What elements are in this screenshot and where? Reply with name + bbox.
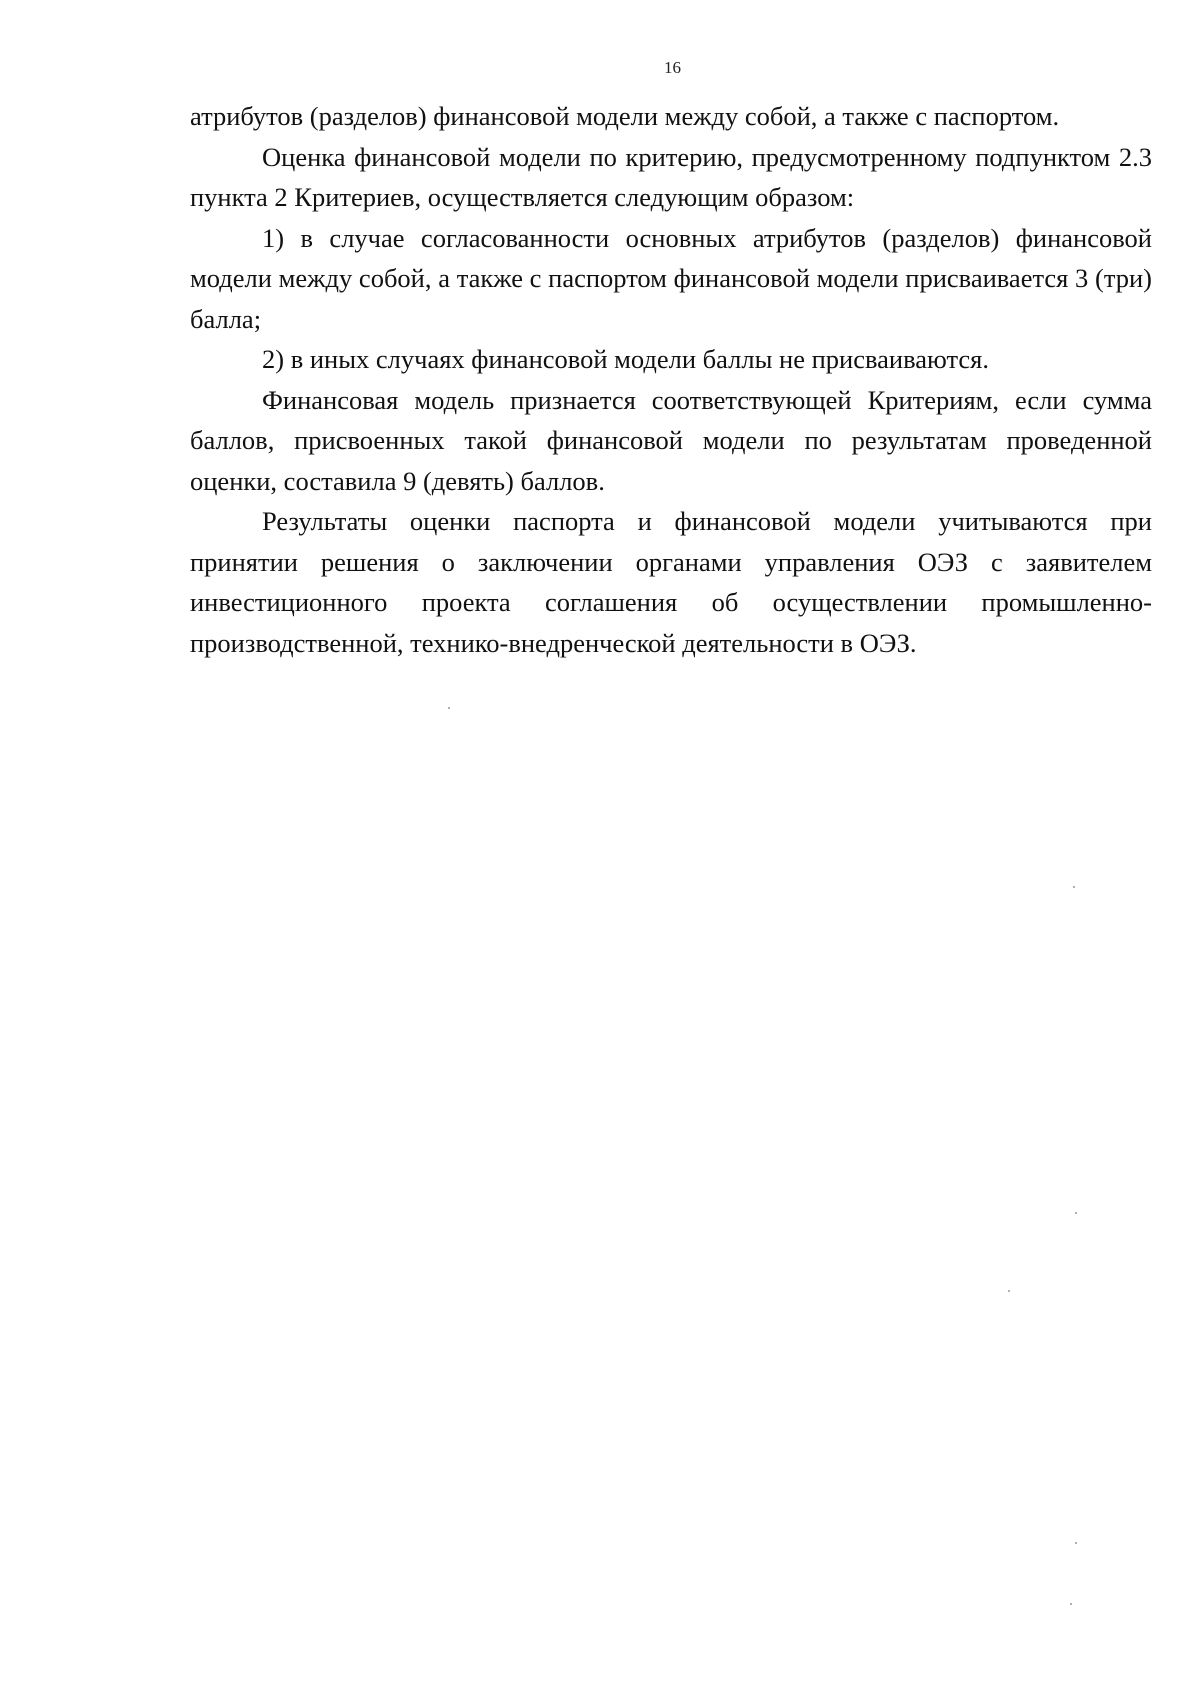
paragraph-2: Оценка финансовой модели по критерию, предусмотренному подпунктом 2.3 пункта 2 Критериев, осуществляется следующим образом: [190, 141, 1152, 212]
paragraph-3: 1) в случае согласованности основных атрибутов (разделов) финансовой модели между собой, а также с паспортом финансовой модели присваивается 3 (три) балла; [190, 222, 1152, 334]
paragraph-6: Результаты оценки паспорта и финансовой модели учитываются при принятии решения о заключении органами управления ОЭЗ с заявителем инвестиционного проекта соглашения об осуществлении промышленно-производственной, технико-внедренческой деятельности в ОЭЗ. [190, 506, 1152, 658]
scan-speck [1075, 1542, 1077, 1544]
paragraph-4: 2) в иных случаях финансовой модели баллы не присваиваются. [262, 344, 989, 374]
scan-speck [1008, 1290, 1010, 1292]
scan-speck [1075, 1212, 1077, 1214]
scan-speck [1070, 1603, 1072, 1605]
scan-speck [448, 707, 450, 709]
scan-speck [1073, 886, 1075, 888]
paragraph-5: Финансовая модель признается соответствующей Критериям, если сумма баллов, присвоенных такой финансовой модели по результатам проведенной оценки, составила 9 (девять) баллов. [190, 384, 1152, 496]
body-text [190, 96, 1152, 663]
paragraph-1: атрибутов (разделов) финансовой модели между собой, а также с паспортом. [190, 101, 1060, 131]
page-number: 16 [664, 58, 681, 77]
